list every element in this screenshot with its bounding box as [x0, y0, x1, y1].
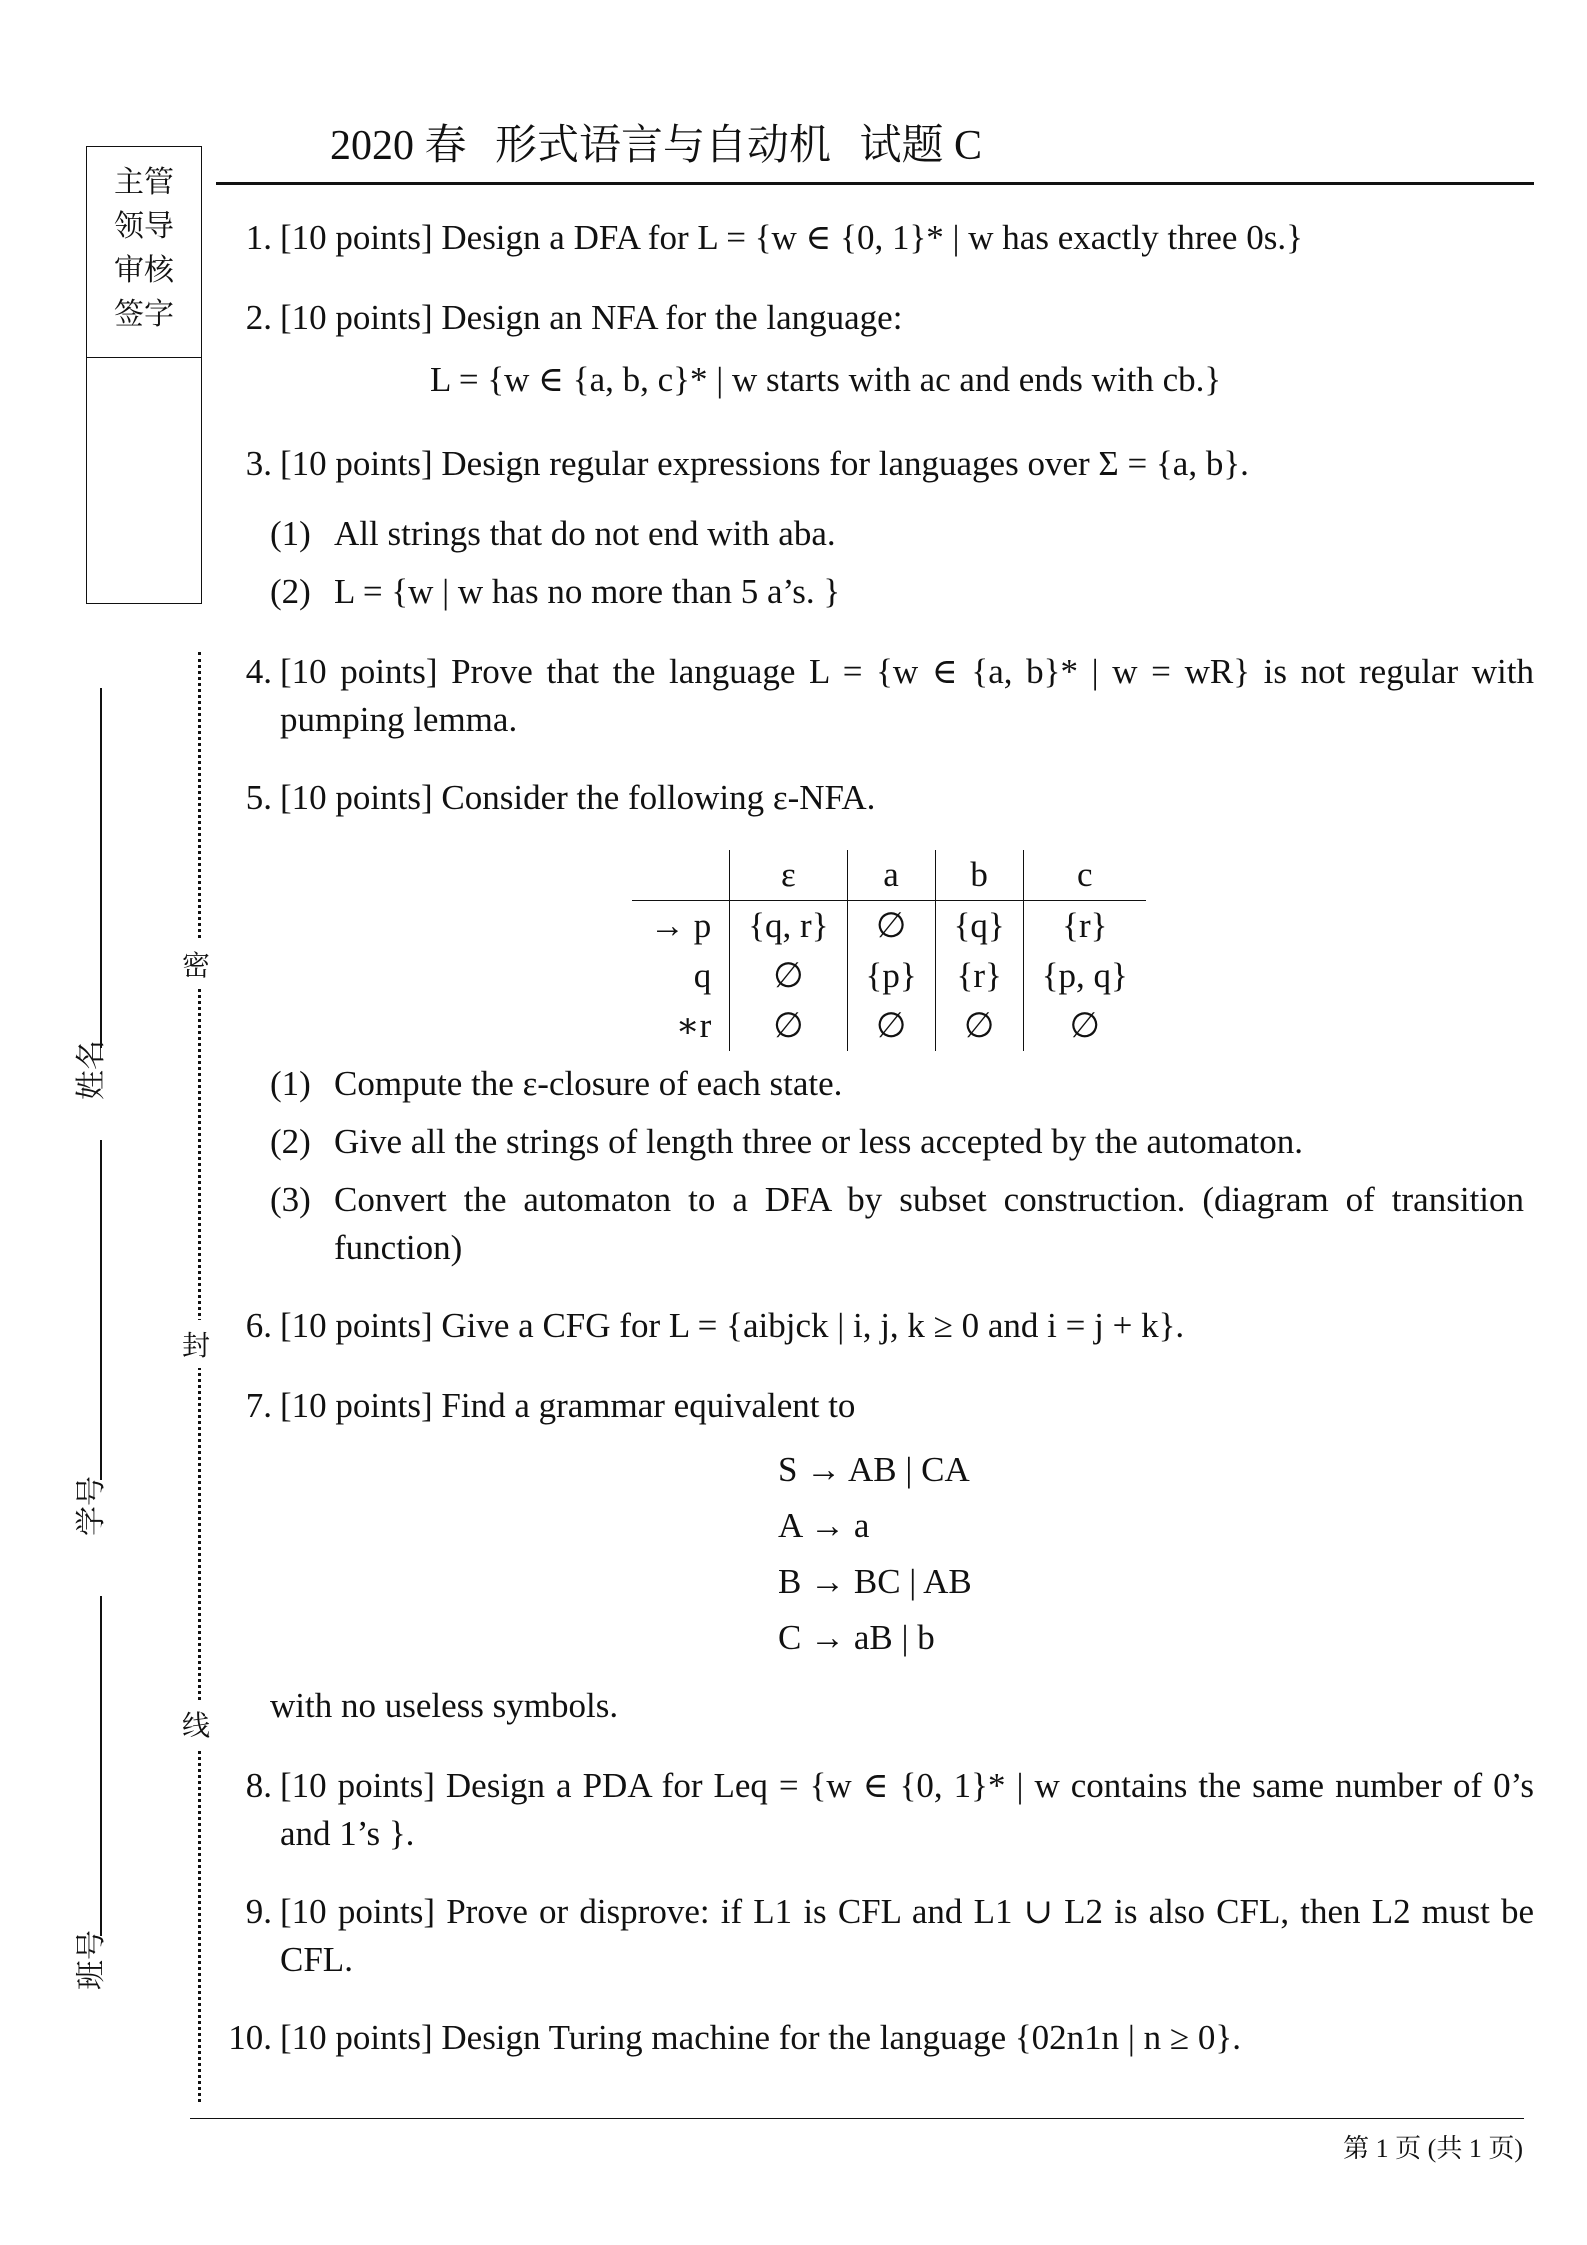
- table-header-row: ε a b c: [632, 850, 1146, 901]
- seal-char-feng: 封: [182, 1320, 210, 1368]
- header-rule: [216, 182, 1534, 185]
- class-line: [100, 1596, 102, 1936]
- production-rule: A → a: [778, 1506, 870, 1545]
- exam-label: 试题 C: [859, 123, 983, 169]
- approval-divider: [87, 357, 201, 358]
- table-row: q ∅ {p} {r} {p, q}: [632, 951, 1146, 1001]
- question-7-grammar: [778, 1442, 972, 1666]
- page-number: 第 1 页 (共 1 页): [1343, 2134, 1523, 2163]
- production-rule: C → aB | b: [778, 1618, 935, 1657]
- table-row: ∗r ∅ ∅ ∅ ∅: [632, 1001, 1146, 1051]
- production-rule: B → BC | AB: [778, 1562, 972, 1601]
- exam-title: [330, 112, 982, 172]
- class-label: 班号: [75, 1930, 108, 1990]
- enfa-transition-table: [632, 850, 1146, 1051]
- student-id-label: 学号: [75, 1476, 108, 1536]
- course-name: 形式语言与自动机: [495, 123, 832, 169]
- exam-season: 春: [424, 123, 467, 169]
- exam-year: 2020: [330, 123, 414, 169]
- student-id-line: [100, 1140, 102, 1480]
- production-rule: S → AB | CA: [778, 1450, 970, 1489]
- name-label: 姓名: [75, 1040, 108, 1100]
- seal-char-mi: 密: [182, 940, 210, 988]
- footer-rule: [190, 2118, 1524, 2119]
- approval-label: 主管 领导 审核 签字: [114, 166, 174, 331]
- seal-char-xian: 线: [182, 1700, 210, 1748]
- seal-dotted-line: [198, 652, 201, 2102]
- question-2-formula: L = {w ∈ {a, b, c}* | w starts with ac and ends with cb.}: [430, 360, 1222, 399]
- table-row: → p {q, r} ∅ {q} {r}: [632, 901, 1146, 952]
- question-7-after: with no useless symbols.: [270, 1686, 619, 1725]
- approval-signature-box: [86, 146, 202, 604]
- name-line: [100, 688, 102, 1048]
